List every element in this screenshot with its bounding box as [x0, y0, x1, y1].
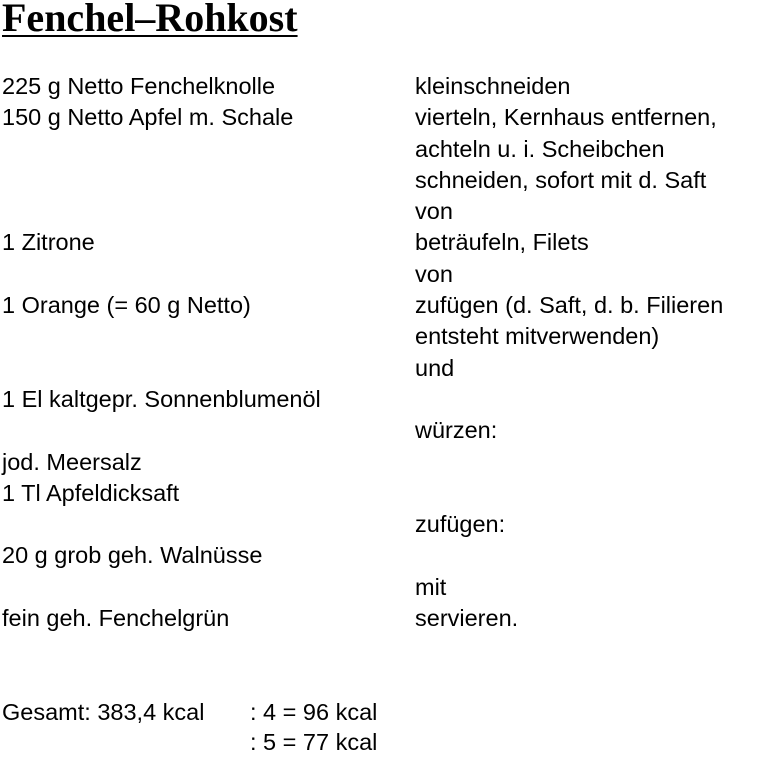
instruction: von: [415, 260, 453, 287]
instruction: mit: [415, 573, 447, 600]
ingredient: 20 g grob geh. Walnüsse: [2, 542, 263, 569]
instruction: würzen:: [415, 417, 498, 444]
calorie-per-4: : 4 = 96 kcal: [250, 699, 378, 725]
instruction: vierteln, Kernhaus entfernen,: [415, 104, 717, 131]
ingredient: 1 Orange (= 60 g Netto): [2, 292, 251, 319]
instruction: beträufeln, Filets: [415, 229, 589, 256]
ingredient: jod. Meersalz: [2, 448, 142, 475]
instruction: zufügen:: [415, 511, 506, 538]
calorie-per-5: : 5 = 77 kcal: [250, 729, 378, 755]
instruction: kleinschneiden: [415, 73, 571, 99]
ingredient: 1 El kaltgepr. Sonnenblumenöl: [2, 385, 321, 412]
ingredient: 150 g Netto Apfel m. Schale: [2, 104, 294, 131]
calorie-total: Gesamt: 383,4 kcal: [2, 699, 205, 725]
instruction: achteln u. i. Scheibchen: [415, 135, 665, 162]
ingredient: 1 Tl Apfeldicksaft: [2, 479, 180, 506]
instruction: und: [415, 354, 455, 381]
ingredient: 225 g Netto Fenchelknolle: [2, 73, 276, 99]
instruction: entsteht mitverwenden): [415, 323, 660, 350]
recipe-title: Fenchel–Rohkost: [2, 0, 298, 40]
instruction: servieren.: [415, 605, 519, 632]
instruction: schneiden, sofort mit d. Saft: [415, 166, 707, 193]
instruction: von: [415, 198, 453, 225]
ingredient: fein geh. Fenchelgrün: [2, 605, 230, 632]
ingredient: 1 Zitrone: [2, 229, 95, 256]
instruction: zufügen (d. Saft, d. b. Filieren: [415, 292, 724, 319]
